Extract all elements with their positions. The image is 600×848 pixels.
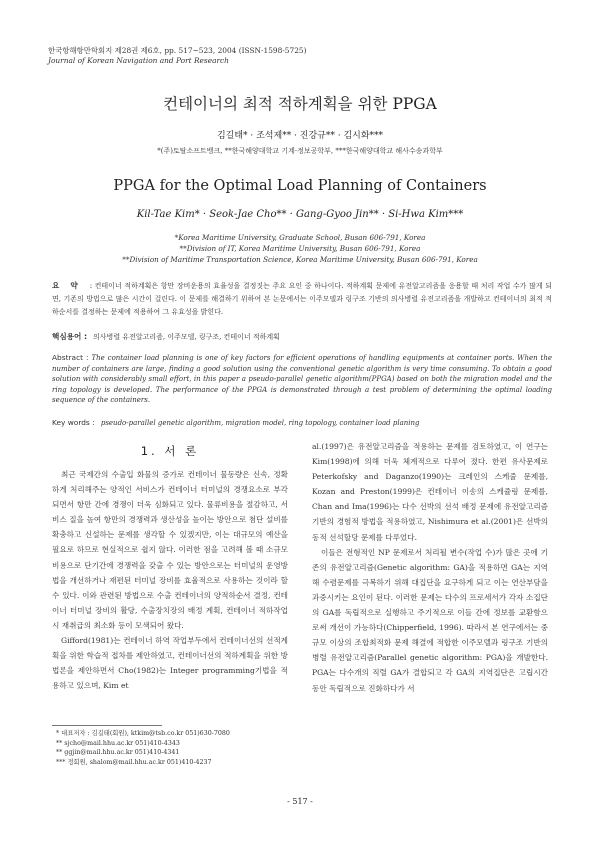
affiliation-line: **Division of IT, Korea Maritime University, Busan 606-791, Korea bbox=[179, 244, 421, 253]
keywords-en-text: pseudo-parallel genetic algorithm, migration model, ring topology, container load planing bbox=[100, 419, 420, 427]
body-column-right bbox=[312, 439, 548, 696]
journal-name: Journal of Korean Navigation and Port Research bbox=[48, 56, 229, 65]
keywords-ko-label: 핵심용어 : bbox=[52, 332, 88, 341]
abstract-en-text: The container load planning is one of key factors for efficient operations of handling equipments at container ports. When the number of containers are large, finding a good solution using the conventional genetic algorithm is very time consuming. To obtain a good solution with considerably small effort, in this paper a pseudo-parallel genetic algorithm(PPGA) based on both the migration model and the ring topology is developed. The performance of the PPGA is demonstrated through a test problem of determining the optimal loading sequence of the containers. bbox=[52, 354, 552, 405]
abstract-ko-label: 요 약 bbox=[52, 281, 82, 290]
footnote: ** ggjin@mail.hhu.ac.kr 051)410-4341 bbox=[56, 749, 180, 757]
keywords-en bbox=[52, 418, 552, 427]
footnote: *** 정회원, shalom@mail.hhu.ac.kr 051)410-4237 bbox=[56, 758, 212, 766]
journal-citation: 한국항해항만학회지 제28권 제6호, pp. 517~523, 2004 (ISSN-1598-5725) bbox=[48, 46, 307, 55]
body-paragraph: Gifford(1981)는 컨테이너 하역 작업부두에서 컨테이너선의 선적계획을 위한 학습적 접차를 제안하였고, 컨테이너선의 적하계획을 위한 방법론을 제안하면서 Cho(1982)는 Integer programming기법을 적용하고 있으며, Kim et bbox=[52, 636, 288, 691]
footnote: * 대표저자 : 김길태(회원), ktkim@tsb.co.kr 051)630-7080 bbox=[56, 730, 230, 737]
body-paragraph: 최근 국제간의 수출입 화물의 증가로 컨테이너 물동량은 신속, 정확하게 처리해주는 양적인 서비스가 컨테이너 터미널의 경쟁요소로 부각되면서 항만 간에 경쟁이 더욱 심화되고 있다. 물류비용을 절감하고, 서비스 질을 높여 항만의 경쟁력과 생산성을 높이는 방안으로 첨단 설비를 확충하고 신설하는 문제를 생각할 수 있겠지만, 이는 대규모의 예산을 필요로 하므로 현실적으로 쉽지 않다. 이러한 점을 고려해 볼 때 소규모 비용으로 단기간에 경쟁력을 갖출 수 있는 방안으로는 터미널의 운영방법을 개선하거나 재편된 터미널 장비를 효율적으로 사용하는 것이라 할 수 있다. 이와 관련된 방법으로 수출 컨테이너의 양적하순서 결정, 컨테이너 터미널 장비의 활당, 수출장치장의 배정 계획, 컨테이너 적하작업 시 재취급의 최소화 등이 모색되어 왔다. bbox=[52, 470, 288, 630]
footnotes bbox=[56, 729, 296, 767]
keywords-ko bbox=[52, 331, 552, 342]
section-heading: 1. 서 론 bbox=[140, 444, 200, 458]
body-paragraph: 이들은 전형적인 NP 문제로서 처리될 변수(작업 수)가 많은 곳에 기존의 유전알고리즘(Genetic algorithm: GA)을 적용하면 GA는 지역해 수렴문제를 극복하기 위해 대집단을 요구하게 되고 이는 연산부담을 과중시키는 요인이 된다. 이러한 문제는 다수의 프로세서가 각자 소집단의 GA를 독립적으로 실행하고 주기적으로 이들 간에 정보를 교환함으로써 개선이 가능하다(Chipperfield, 1996). 따라서 본 연구에서는 중규모 이상의 조합최적화 문제 해결에 적합한 이주모델과 링구조 기반의 병렬 유전알고리즘(Parallel genetic algorithm: PGA)을 개발한다. PGA는 다수개의 직렬 GA가 결합되고 각 GA의 지역집단은 고립시간 동안 독립적으로 진화하다가 서 bbox=[312, 547, 548, 693]
affiliations-en bbox=[0, 232, 600, 265]
paper-title-ko: 컨테이너의 최적 적하계획을 위한 PPGA bbox=[163, 95, 437, 113]
journal-header bbox=[48, 46, 307, 66]
abstract-ko bbox=[52, 279, 552, 319]
abstract-en bbox=[52, 353, 552, 406]
abstract-ko-text: : 컨테이너 적하계획은 항만 장비운용의 효율성을 결정짓는 주요 요인 중 하나이다. 적하계획 문제에 유전알고리즘을 응용할 때 처리 작업 수가 많게 되면, 기존의 방법으로 많은 시간이 걸린다. 이 문제를 해결하기 위하여 본 논문에서는 이주모델과 링구조 기반의 의사병렬 유전고리즘을 개발하고 컨테이너의 최적 적하순서를 결정하는 문제에 적용하여 그 유효성을 밝힌다. bbox=[52, 282, 552, 316]
abstract-en-label: Abstract : bbox=[52, 353, 89, 362]
paper-title-en: PPGA for the Optimal Load Planning of Containers bbox=[113, 178, 487, 194]
authors-en: Kil-Tae Kim* · Seok-Jae Cho** · Gang-Gyoo Jin** · Si-Hwa Kim*** bbox=[136, 209, 464, 220]
footnote: ** sjcho@mail.hhu.ac.kr 051)410-4343 bbox=[56, 739, 180, 747]
affiliations-ko: *(주)토탈소프트뱅크, **한국해양대학교 기계·정보공학부, ***한국해양대학교 해사수송과학부 bbox=[157, 147, 443, 155]
affiliation-line: **Division of Maritime Transportation Science, Korea Maritime University, Busan 606-791, Korea bbox=[122, 255, 478, 264]
footnote-divider bbox=[52, 725, 162, 726]
body-paragraph: al.(1997)은 유전알고리즘을 적용하는 문제를 검토하였고, 이 연구는 Kim(1998)에 의해 더욱 체계적으로 다루어 졌다. 한편 유사문제로 Peterkofsky and Daganzo(1990)는 크레인의 스케줄 문제를, Kozan and Preston(1999)은 컨테이너 이송의 스케쥴링 문제를, Chan and Ima(1996)는 다수 선박의 선석 배정 문제에 유전알고리즘 기반의 경험적 방법을 적용하였고, Nishimura et al.(2001)은 선박의 동적 선석할당 문제를 다루었다. bbox=[312, 442, 548, 542]
affiliation-line: *Korea Maritime University, Graduate School, Busan 606-791, Korea bbox=[174, 233, 426, 242]
keywords-ko-text: 의사병렬 유전알고리즘, 이주모델, 링구조, 컨테이너 적하계획 bbox=[93, 333, 280, 341]
body-column-left bbox=[52, 467, 288, 693]
page-number: - 517 - bbox=[287, 797, 313, 806]
keywords-en-label: Key words : bbox=[52, 418, 95, 427]
authors-ko: 김길태* · 조석제** · 진강규** · 김시화*** bbox=[216, 131, 384, 141]
